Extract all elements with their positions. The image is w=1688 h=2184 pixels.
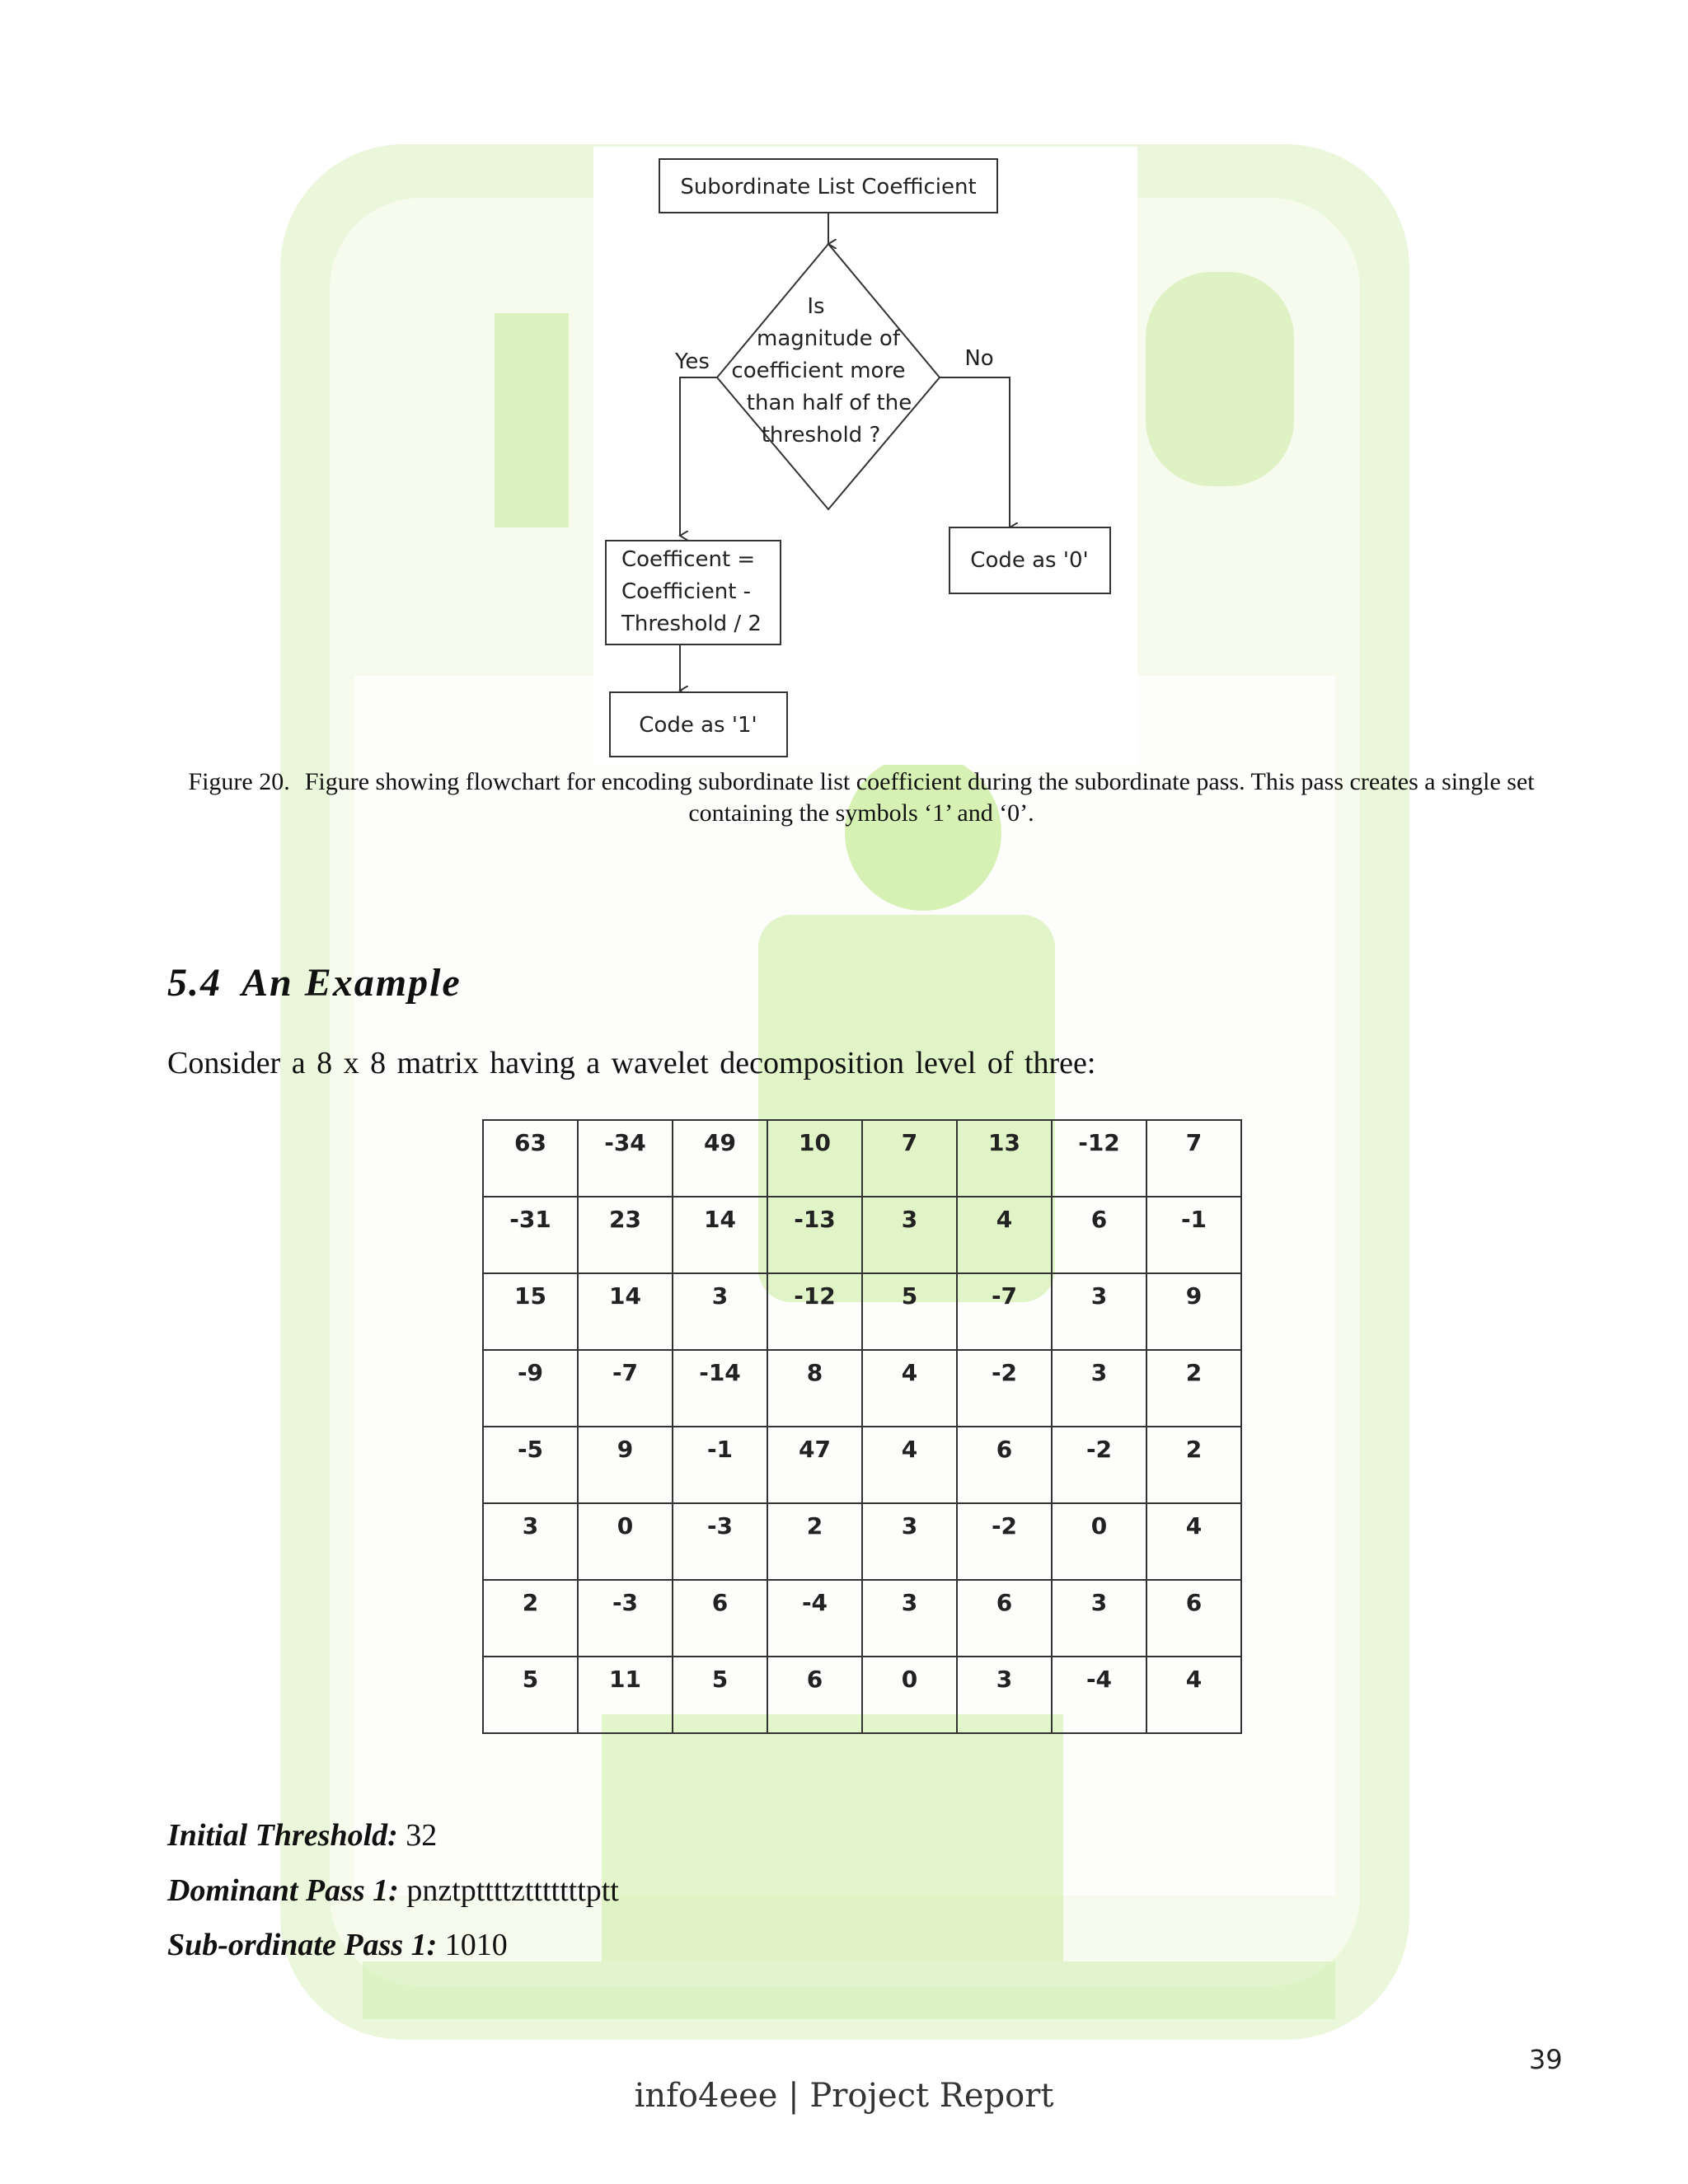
yes-box-line-1: Coefficent = (621, 547, 756, 572)
matrix-cell: 23 (578, 1197, 673, 1273)
subordinate-pass-value: 1010 (444, 1928, 508, 1962)
start-box (659, 159, 997, 213)
decision-line-4: than half of the (746, 391, 912, 415)
page-number: 39 (1529, 2044, 1563, 2075)
matrix-cell: 0 (578, 1503, 673, 1580)
matrix-row (483, 1580, 1241, 1657)
matrix-cell: 5 (483, 1657, 578, 1733)
intro-paragraph: Consider a 8 x 8 matrix having a wavelet decomposition level of three: (167, 1046, 1096, 1080)
yes-box-line-2: Coefficient - (621, 579, 752, 604)
matrix-cell: 2 (767, 1503, 862, 1580)
matrix-row (483, 1657, 1241, 1733)
matrix-cell: 4 (862, 1350, 957, 1427)
matrix-cell: -34 (578, 1120, 673, 1197)
matrix-cell: -12 (767, 1273, 862, 1350)
decision-line-5: threshold ? (761, 423, 881, 448)
matrix-cell: 3 (1052, 1273, 1146, 1350)
matrix-cell: 4 (862, 1427, 957, 1503)
matrix-cell: 14 (673, 1197, 767, 1273)
matrix-cell: 2 (1146, 1427, 1241, 1503)
matrix-cell: 6 (957, 1580, 1052, 1657)
matrix-cell: 9 (578, 1427, 673, 1503)
matrix-cell: 2 (483, 1580, 578, 1657)
dominant-pass-value: pnztpttttztttttttptt (406, 1873, 619, 1908)
matrix-cell: 13 (957, 1120, 1052, 1197)
matrix-cell: -5 (483, 1427, 578, 1503)
code-zero-box (950, 527, 1110, 593)
matrix-row (483, 1120, 1241, 1197)
initial-threshold-line (167, 1817, 437, 1854)
matrix-cell: 10 (767, 1120, 862, 1197)
code-zero-label: Code as '0' (970, 548, 1089, 573)
page-footer: info4eee | Project Report (634, 2077, 1054, 2115)
matrix-cell: -13 (767, 1197, 862, 1273)
matrix-cell: -2 (957, 1350, 1052, 1427)
matrix-cell: 6 (673, 1580, 767, 1657)
matrix-cell: 15 (483, 1273, 578, 1350)
subtract-half-threshold-box (606, 541, 781, 644)
matrix-cell: -4 (1052, 1657, 1146, 1733)
matrix-cell: 2 (1146, 1350, 1241, 1427)
matrix-cell: 3 (862, 1503, 957, 1580)
matrix-cell: 3 (673, 1273, 767, 1350)
matrix-row (483, 1350, 1241, 1427)
matrix-row (483, 1427, 1241, 1503)
matrix-cell: -7 (957, 1273, 1052, 1350)
code-one-box (610, 692, 787, 757)
section-heading (167, 960, 462, 1005)
matrix-cell: -1 (673, 1427, 767, 1503)
code-one-label: Code as '1' (639, 713, 757, 738)
matrix-cell: 5 (673, 1657, 767, 1733)
initial-threshold-value: 32 (406, 1818, 438, 1853)
matrix-cell: 3 (1052, 1350, 1146, 1427)
matrix-cell: 3 (1052, 1580, 1146, 1657)
no-label: No (964, 346, 994, 371)
matrix-cell: 3 (957, 1657, 1052, 1733)
matrix-cell: 7 (1146, 1120, 1241, 1197)
figure-label: Figure 20. (188, 768, 290, 795)
matrix-row (483, 1273, 1241, 1350)
subordinate-pass-label: Sub-ordinate Pass 1: (167, 1928, 438, 1962)
matrix-cell: 3 (862, 1197, 957, 1273)
matrix-cell: -9 (483, 1350, 578, 1427)
yes-box-line-3: Threshold / 2 (621, 612, 762, 636)
wavelet-matrix (482, 1119, 1242, 1734)
section-title: An Example (241, 961, 462, 1005)
yes-label: Yes (675, 349, 710, 374)
matrix-cell: 7 (862, 1120, 957, 1197)
matrix-cell: -3 (673, 1503, 767, 1580)
matrix-cell: 0 (1052, 1503, 1146, 1580)
matrix-cell: -31 (483, 1197, 578, 1273)
dominant-pass-line (167, 1872, 619, 1909)
matrix-cell: 63 (483, 1120, 578, 1197)
subordinate-pass-flowchart (593, 147, 1137, 765)
matrix-row (483, 1197, 1241, 1273)
figure-caption (165, 766, 1558, 829)
matrix-cell: 5 (862, 1273, 957, 1350)
matrix-cell: 6 (1052, 1197, 1146, 1273)
matrix-cell: 14 (578, 1273, 673, 1350)
matrix-cell: 8 (767, 1350, 862, 1427)
matrix-cell: 4 (1146, 1657, 1241, 1733)
section-number: 5.4 (167, 961, 222, 1005)
matrix-cell: -14 (673, 1350, 767, 1427)
decision-line-3: coefficient more (731, 359, 906, 383)
matrix-cell: -1 (1146, 1197, 1241, 1273)
matrix-cell: 6 (767, 1657, 862, 1733)
matrix-cell: -7 (578, 1350, 673, 1427)
dominant-pass-label: Dominant Pass 1: (167, 1873, 399, 1908)
decision-diamond (717, 244, 940, 509)
matrix-cell: 3 (862, 1580, 957, 1657)
matrix-cell: 4 (1146, 1503, 1241, 1580)
matrix-cell: -4 (767, 1580, 862, 1657)
decision-line-1: Is (807, 294, 825, 319)
figure-caption-text: Figure showing flowchart for encoding subordinate list coefficient during the subordinate pass. This pass creates a single set containing the symbols ‘1’ and ‘0’. (304, 768, 1535, 827)
matrix-row (483, 1503, 1241, 1580)
decision-line-2: magnitude of (757, 326, 900, 351)
matrix-cell: 3 (483, 1503, 578, 1580)
matrix-cell: 9 (1146, 1273, 1241, 1350)
start-box-label: Subordinate List Coefficient (680, 175, 977, 199)
matrix-cell: 6 (957, 1427, 1052, 1503)
matrix-cell: 6 (1146, 1580, 1241, 1657)
matrix-cell: -12 (1052, 1120, 1146, 1197)
matrix-cell: -2 (1052, 1427, 1146, 1503)
initial-threshold-label: Initial Threshold: (167, 1818, 398, 1853)
subordinate-pass-line (167, 1927, 508, 1963)
matrix-cell: 4 (957, 1197, 1052, 1273)
matrix-cell: -3 (578, 1580, 673, 1657)
matrix-cell: 11 (578, 1657, 673, 1733)
matrix-cell: 0 (862, 1657, 957, 1733)
matrix-cell: 47 (767, 1427, 862, 1503)
matrix-cell: -2 (957, 1503, 1052, 1580)
matrix-cell: 49 (673, 1120, 767, 1197)
